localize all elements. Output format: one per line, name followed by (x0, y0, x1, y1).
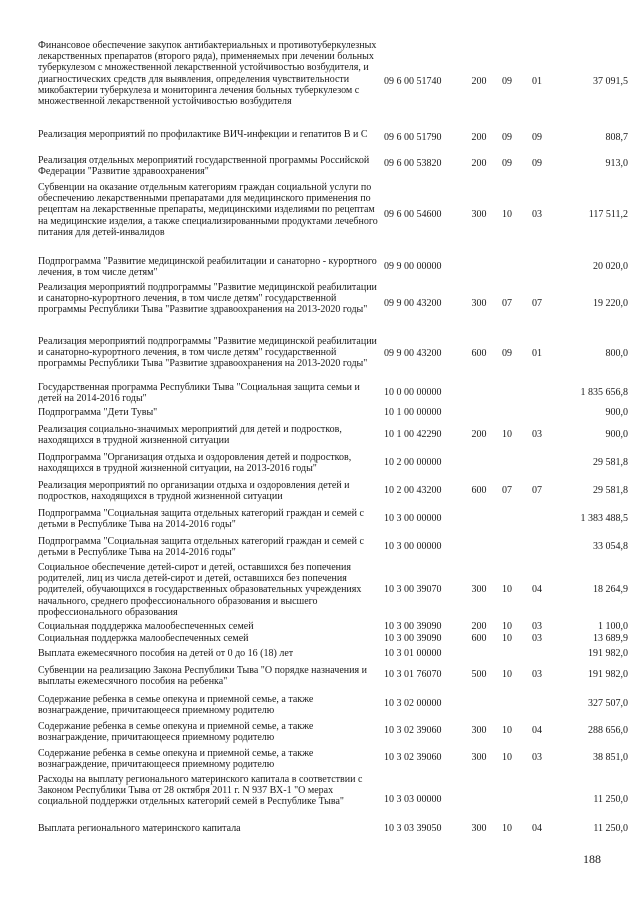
row-description: Реализация отдельных мероприятий государственной программы Российской Федерации "Развитие здравоохранения" (38, 155, 370, 178)
row-target-code: 10 2 00 43200 (384, 485, 442, 496)
row-expense-type: 200 (471, 76, 487, 87)
row-section: 07 (502, 298, 512, 309)
row-amount: 117 511,2 (588, 209, 628, 220)
row-subsection: 03 (532, 621, 542, 632)
row-subsection: 07 (532, 485, 542, 496)
row-expense-type: 300 (471, 209, 487, 220)
row-description: Финансовое обеспечение закупок антибактериальных и противотуберкулезных лекарственных препаратов (второго ряда), применяемых при лечении больных туберкулезом с множественной лекарственной устойчивостью возбудителя, и диагностических средств для выявления, определения чувствительности микобактерии туберкулеза и мониторинга лечения больных туберкулезом с множественной лекарственной устойчивостью возбудителя (38, 40, 377, 108)
row-amount: 18 264,9 (593, 584, 628, 595)
row-amount: 808,7 (605, 132, 628, 143)
row-subsection: 09 (532, 132, 542, 143)
row-section: 09 (502, 348, 512, 359)
row-amount: 900,0 (605, 429, 628, 440)
row-subsection: 04 (532, 823, 542, 834)
row-amount: 800,0 (605, 348, 628, 359)
row-section: 09 (502, 158, 512, 169)
row-description: Содержание ребенка в семье опекуна и приемной семье, а также вознаграждение, причитающееся приемному родителю (38, 694, 314, 717)
row-description: Социальная подддержка малообеспеченных семей (38, 621, 254, 632)
row-subsection: 03 (532, 752, 542, 763)
row-target-code: 09 6 00 53820 (384, 158, 442, 169)
row-section: 10 (502, 584, 512, 595)
row-target-code: 10 1 00 42290 (384, 429, 442, 440)
row-expense-type: 300 (471, 725, 487, 736)
row-section: 09 (502, 132, 512, 143)
row-expense-type: 200 (471, 158, 487, 169)
row-subsection: 07 (532, 298, 542, 309)
row-subsection: 01 (532, 76, 542, 87)
row-section: 10 (502, 823, 512, 834)
row-target-code: 10 1 00 00000 (384, 407, 442, 418)
row-subsection: 04 (532, 584, 542, 595)
row-amount: 13 689,9 (593, 633, 628, 644)
row-target-code: 10 3 00 39070 (384, 584, 442, 595)
row-description: Подпрограмма "Организация отдыха и оздоровления детей и подростков, находящихся в трудной жизненной ситуации, на 2013-2016 годы" (38, 452, 352, 475)
row-subsection: 04 (532, 725, 542, 736)
row-amount: 288 656,0 (588, 725, 628, 736)
row-description: Субвенции на оказание отдельным категориям граждан социальной услуги по обеспечению лекарственными препаратами для медицинского применения по рецептам на лекарственные препараты, медицинскими изделиями по рецептам на медицинские изделия, а также специализированными продуктами лечебного питания для детей-инвалидов (38, 182, 378, 238)
row-amount: 913,0 (605, 158, 628, 169)
row-expense-type: 600 (471, 633, 487, 644)
row-subsection: 09 (532, 158, 542, 169)
row-description: Содержание ребенка в семье опекуна и приемной семье, а также вознаграждение, причитающееся приемному родителю (38, 748, 314, 771)
row-expense-type: 500 (471, 669, 487, 680)
row-amount: 327 507,0 (588, 698, 628, 709)
row-description: Реализация мероприятий по организации отдыха и оздоровления детей и подростков, находящихся в трудной жизненной ситуации (38, 480, 350, 503)
page-number: 188 (583, 852, 601, 866)
row-description: Подпрограмма "Дети Тувы" (38, 407, 158, 418)
row-expense-type: 300 (471, 752, 487, 763)
row-target-code: 10 3 00 39090 (384, 633, 442, 644)
row-description: Содержание ребенка в семье опекуна и приемной семье, а также вознаграждение, причитающееся приемному родителю (38, 721, 314, 744)
row-target-code: 10 3 03 00000 (384, 794, 442, 805)
row-description: Подпрограмма "Развитие медицинской реабилитации и санаторно - курортного лечения, в том числе детям" (38, 256, 377, 279)
row-amount: 900,0 (605, 407, 628, 418)
row-amount: 191 982,0 (588, 648, 628, 659)
row-section: 10 (502, 752, 512, 763)
row-section: 07 (502, 485, 512, 496)
row-description: Выплата регионального материнского капитала (38, 823, 241, 834)
row-amount: 37 091,5 (593, 76, 628, 87)
row-target-code: 10 3 00 00000 (384, 541, 442, 552)
row-target-code: 10 3 02 39060 (384, 725, 442, 736)
row-target-code: 10 0 00 00000 (384, 387, 442, 398)
row-target-code: 10 3 02 00000 (384, 698, 442, 709)
row-amount: 191 982,0 (588, 669, 628, 680)
row-description: Выплата ежемесячного пособия на детей от 0 до 16 (18) лет (38, 648, 294, 659)
row-target-code: 10 3 02 39060 (384, 752, 442, 763)
row-amount: 1 383 488,5 (580, 513, 628, 524)
row-target-code: 09 9 00 43200 (384, 298, 442, 309)
row-amount: 1 835 656,8 (580, 387, 628, 398)
row-target-code: 10 3 01 00000 (384, 648, 442, 659)
row-subsection: 03 (532, 429, 542, 440)
row-section: 10 (502, 633, 512, 644)
row-amount: 33 054,8 (593, 541, 628, 552)
row-target-code: 10 3 00 39090 (384, 621, 442, 632)
row-description: Социальная поддержка малообеспеченных семей (38, 633, 249, 644)
row-target-code: 09 9 00 43200 (384, 348, 442, 359)
row-target-code: 09 6 00 51740 (384, 76, 442, 87)
row-subsection: 03 (532, 633, 542, 644)
row-description: Социальное обеспечение детей-сирот и детей, оставшихся без попечения родителей, лиц из числа детей-сирот и детей, оставшихся без попечения родителей, обучающихся в государственных образовательных учреждениях начального, среднего профессионального образования и высшего профессионального образования (38, 562, 362, 618)
row-section: 10 (502, 209, 512, 220)
row-amount: 20 020,0 (593, 261, 628, 272)
row-target-code: 09 6 00 51790 (384, 132, 442, 143)
row-amount: 19 220,0 (593, 298, 628, 309)
row-section: 10 (502, 429, 512, 440)
row-target-code: 10 3 00 00000 (384, 513, 442, 524)
row-expense-type: 600 (471, 348, 487, 359)
row-expense-type: 600 (471, 485, 487, 496)
row-target-code: 10 3 03 39050 (384, 823, 442, 834)
row-description: Реализация социально-значимых мероприятий для детей и подростков, находящихся в трудной жизненной ситуации (38, 424, 342, 447)
row-section: 09 (502, 76, 512, 87)
row-description: Реализация мероприятий подпрограммы "Развитие медицинской реабилитации и санаторно-курортного лечения, в том числе детям" государственной программы Республики Тыва "Развитие здравоохранения на 2013-2020 годы" (38, 282, 377, 316)
row-amount: 38 851,0 (593, 752, 628, 763)
row-target-code: 09 6 00 54600 (384, 209, 442, 220)
row-subsection: 03 (532, 209, 542, 220)
row-amount: 29 581,8 (593, 457, 628, 468)
row-target-code: 10 2 00 00000 (384, 457, 442, 468)
row-subsection: 03 (532, 669, 542, 680)
row-description: Реализация мероприятий по профилактике ВИЧ-инфекции и гепатитов В и С (38, 129, 368, 140)
row-section: 10 (502, 669, 512, 680)
row-expense-type: 300 (471, 823, 487, 834)
row-description: Подпрограмма "Социальная защита отдельных категорий граждан и семей с детьми в Республике Тыва на 2014-2016 годы" (38, 508, 364, 531)
row-target-code: 09 9 00 00000 (384, 261, 442, 272)
row-expense-type: 200 (471, 621, 487, 632)
row-target-code: 10 3 01 76070 (384, 669, 442, 680)
row-subsection: 01 (532, 348, 542, 359)
row-description: Расходы на выплату регионального материнского капитала в соответствии с Законом Республики Тыва от 28 октября 2011 г. N 937 ВХ-1 "О мерах социальной поддержки отдельных категорий семей в Республике Тыва" (38, 774, 363, 808)
row-expense-type: 200 (471, 132, 487, 143)
row-amount: 1 100,0 (598, 621, 628, 632)
row-amount: 11 250,0 (593, 823, 628, 834)
row-expense-type: 300 (471, 584, 487, 595)
row-amount: 29 581,8 (593, 485, 628, 496)
row-expense-type: 300 (471, 298, 487, 309)
row-amount: 11 250,0 (593, 794, 628, 805)
row-description: Реализация мероприятий подпрограммы "Развитие медицинской реабилитации и санаторно-курортного лечения, в том числе детям" государственной программы Республики Тыва "Развитие здравоохранения на 2013-2020 годы" (38, 336, 377, 370)
row-description: Субвенции на реализацию Закона Республики Тыва "О порядке назначения и выплаты ежемесячного пособия на ребенка" (38, 665, 367, 688)
row-expense-type: 200 (471, 429, 487, 440)
row-description: Государственная программа Республики Тыва "Социальная защита семьи и детей на 2014-2016 годы" (38, 382, 360, 405)
row-section: 10 (502, 725, 512, 736)
row-section: 10 (502, 621, 512, 632)
row-description: Подпрограмма "Социальная защита отдельных категорий граждан и семей с детьми в Республике Тыва на 2014-2016 годы" (38, 536, 364, 559)
